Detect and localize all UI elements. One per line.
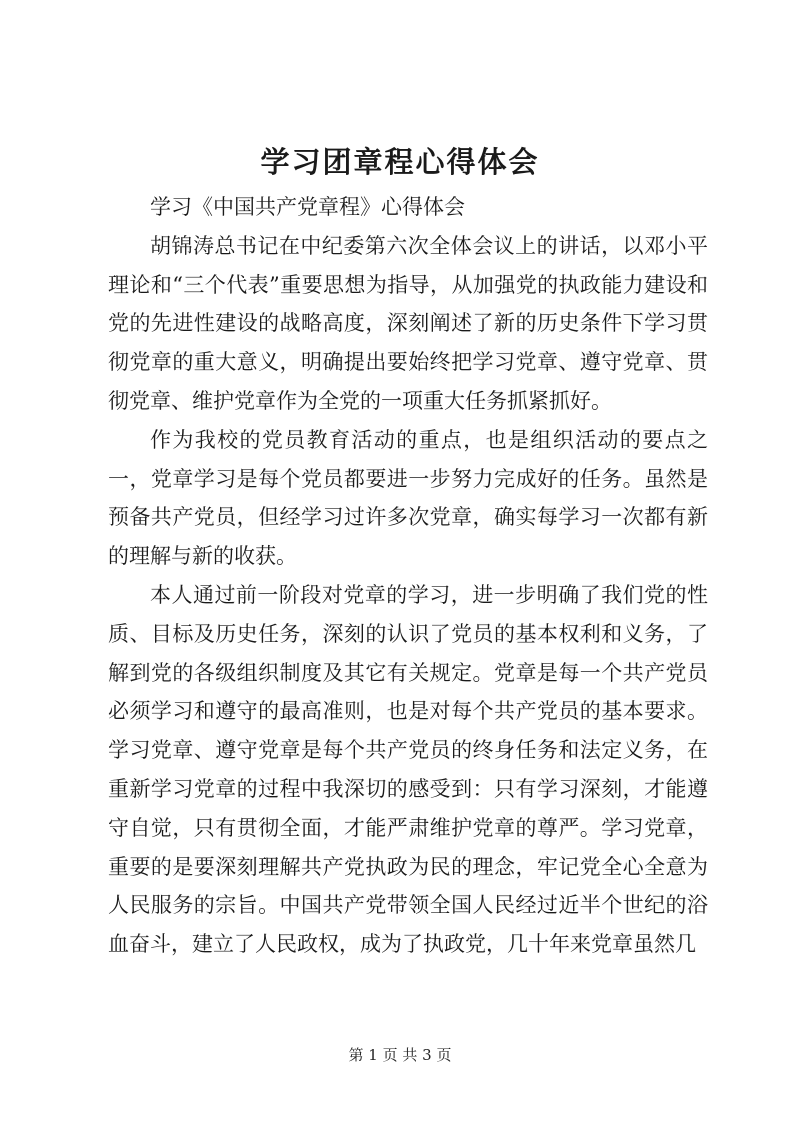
body-paragraph: 胡锦涛总书记在中纪委第六次全体会议上的讲话，以邓小平理论和“三个代表”重要思想为指导，从加强党的执政能力建设和党的先进性建设的战略高度，深刻阐述了新的历史条件下学习贯彻党章的重大意义，明确提出要始终把学习党章、遵守党章、贯彻党章、维护党章作为全党的一项重大任务抓紧抓好。 xyxy=(108,233,708,413)
document-body xyxy=(108,188,708,964)
body-paragraph: 作为我校的党员教育活动的重点，也是组织活动的要点之一，党章学习是每个党员都要进一步努力完成好的任务。虽然是预备共产党员，但经学习过许多次党章，确实每学习一次都有新的理解与新的收获。 xyxy=(108,427,708,569)
document-title: 学习团章程心得体会 xyxy=(260,145,540,179)
subtitle-paragraph: 学习《中国共产党章程》心得体会 xyxy=(150,195,465,219)
body-paragraph: 本人通过前一阶段对党章的学习，进一步明确了我们党的性质、目标及历史任务，深刻的认识了党员的基本权利和义务，了解到党的各级组织制度及其它有关规定。党章是每一个共产党员必须学习和遵守的最高准则，也是对每个共产党员的基本要求。学习党章、遵守党章是每个共产党员的终身任务和法定义务，在重新学习党章的过程中我深切的感受到：只有学习深刻，才能遵守自觉，只有贯彻全面，才能严肃维护党章的尊严。学习党章，重要的是要深刻理解共产党执政为民的理念，牢记党全心全意为人民服务的宗旨。中国共产党带领全国人民经过近半个世纪的浴血奋斗，建立了人民政权，成为了执政党，几十年来党章虽然几 xyxy=(108,582,708,957)
page-number-footer: 第 1 页 共 3 页 xyxy=(348,1046,452,1064)
